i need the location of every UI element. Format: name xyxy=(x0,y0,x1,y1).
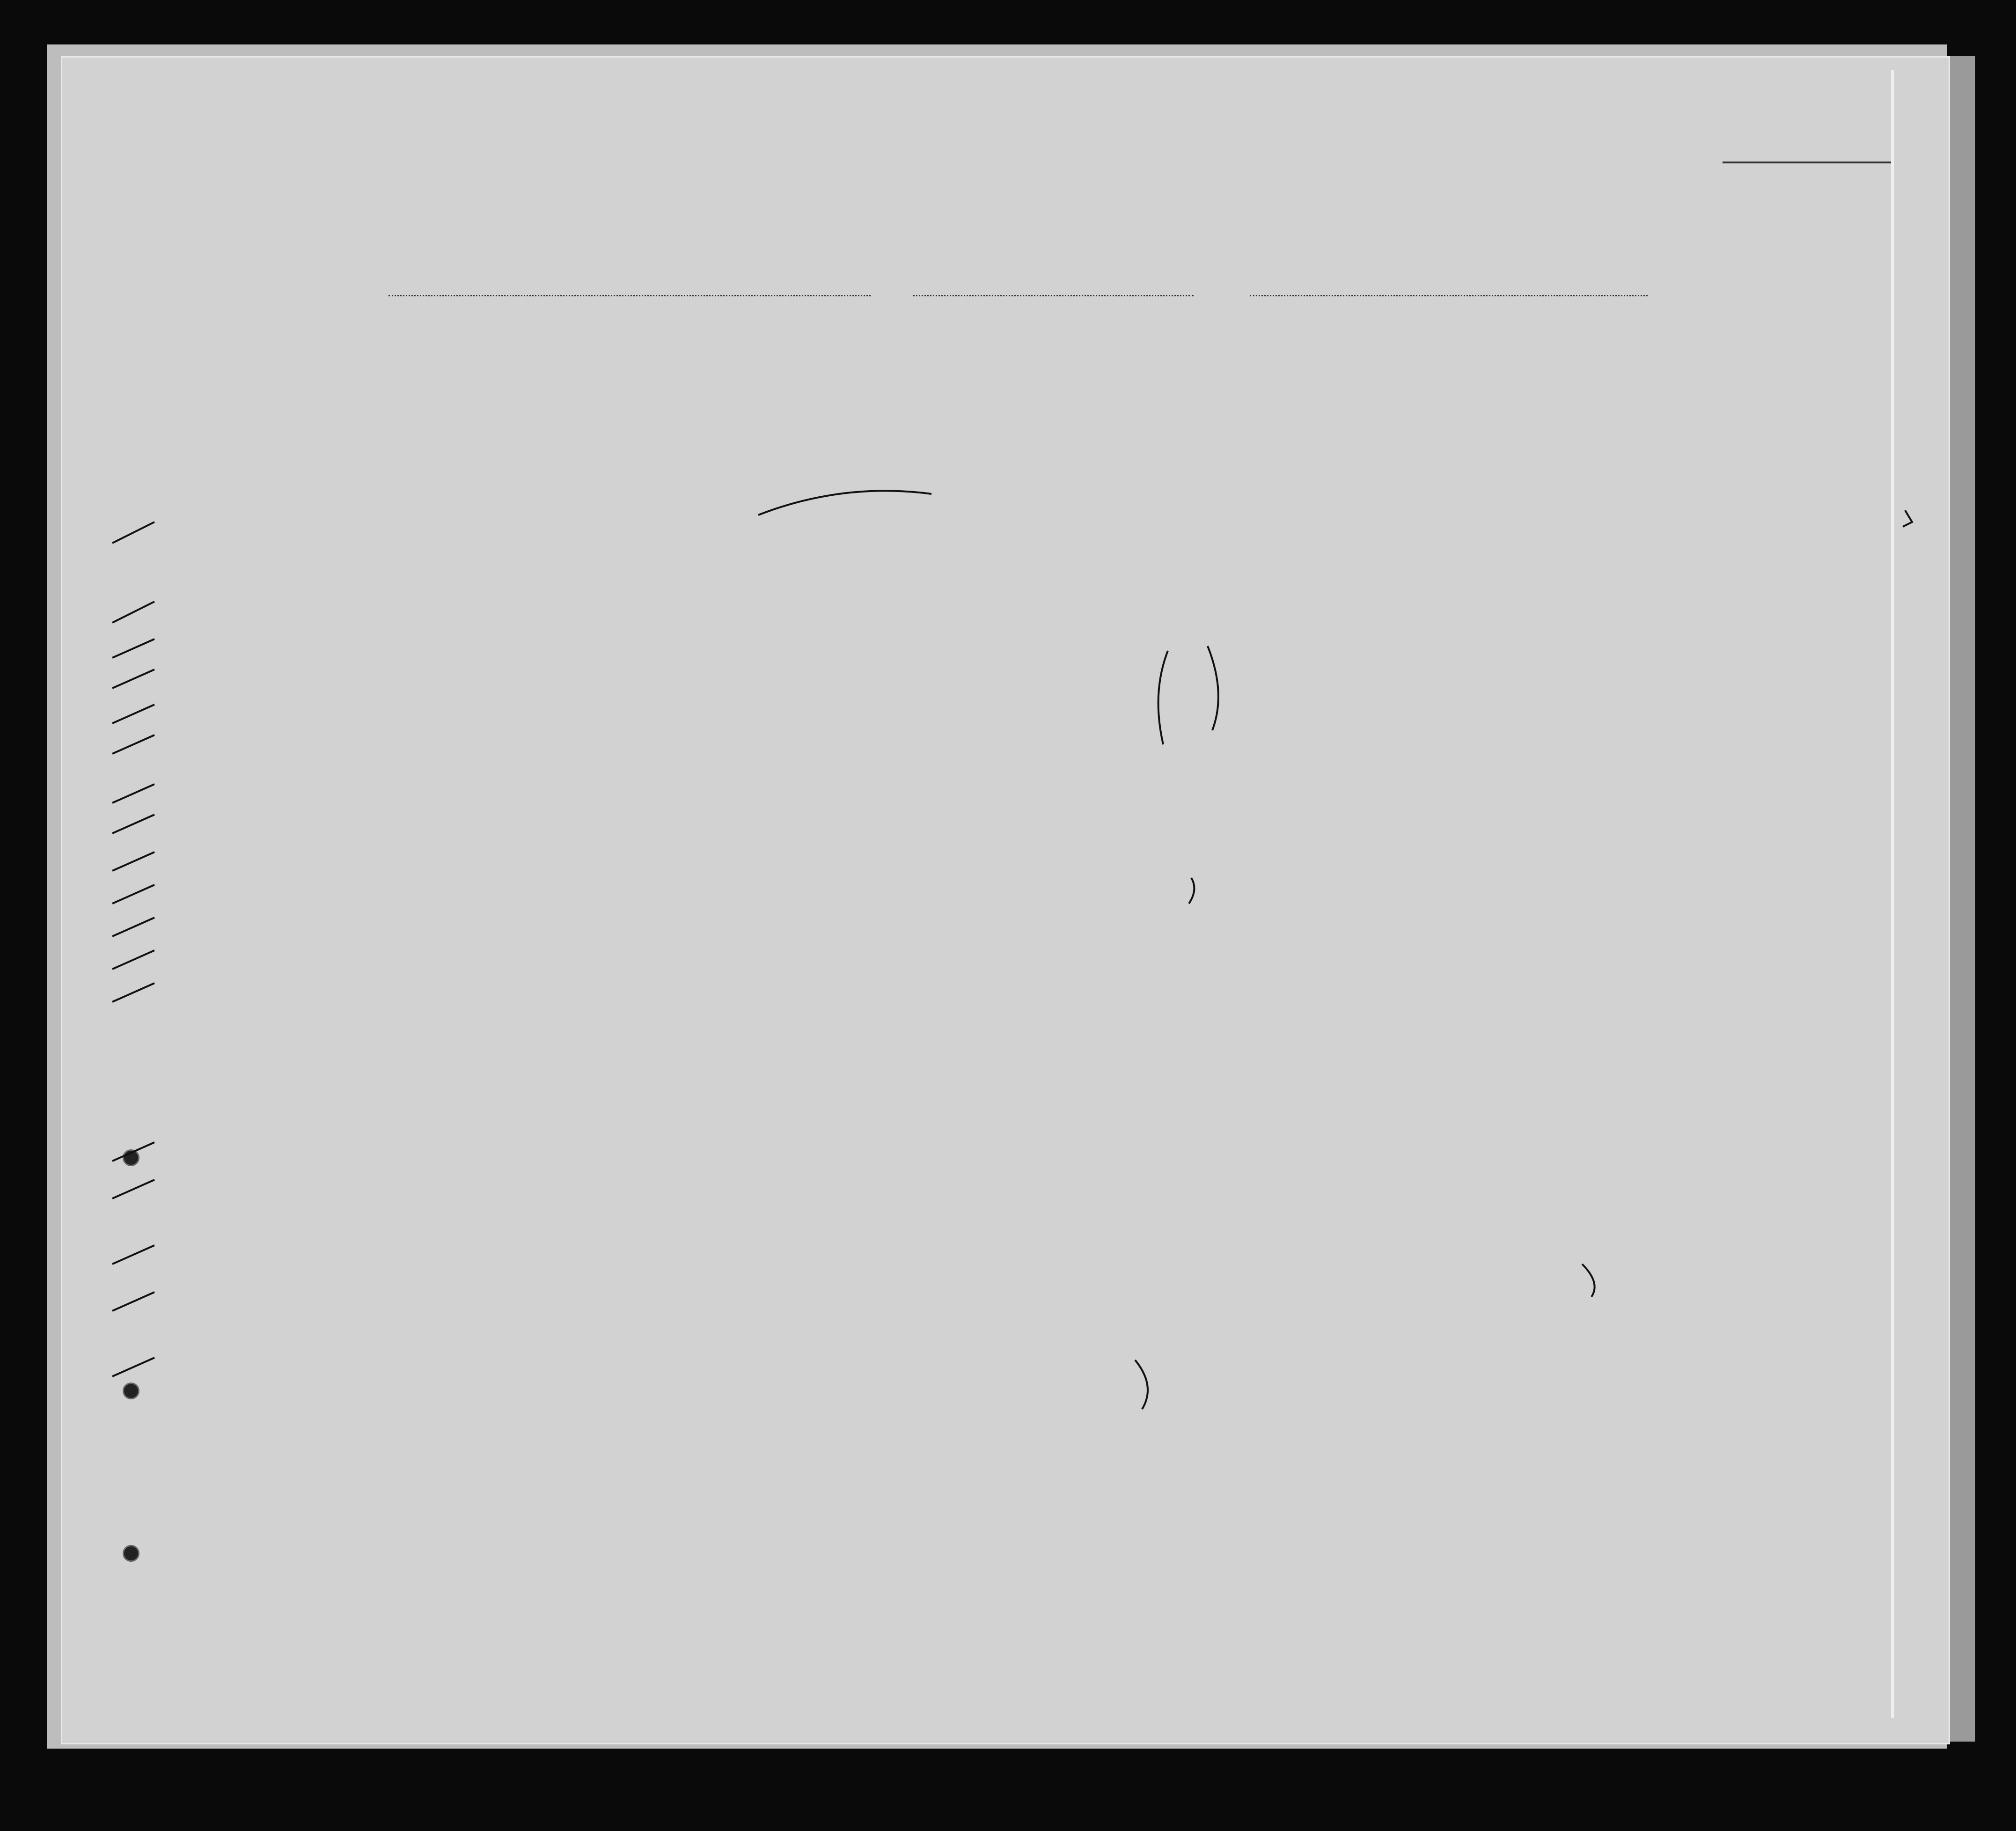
pen-stroke xyxy=(1208,646,1218,730)
tick-mark xyxy=(112,885,154,904)
tick-mark xyxy=(112,1292,154,1311)
tick-mark xyxy=(112,1245,154,1264)
tick-mark xyxy=(112,669,154,688)
pen-stroke xyxy=(758,491,931,515)
tick-mark xyxy=(112,522,154,543)
pen-stroke xyxy=(1158,651,1168,744)
margin-check xyxy=(1903,510,1912,527)
tick-mark xyxy=(112,735,154,754)
tick-mark xyxy=(112,918,154,936)
pen-stroke xyxy=(1582,1264,1595,1297)
tick-mark xyxy=(112,602,154,623)
tick-mark xyxy=(112,705,154,723)
tick-mark xyxy=(112,852,154,871)
tick-mark xyxy=(112,983,154,1002)
tick-mark xyxy=(112,784,154,803)
pen-stroke xyxy=(1189,878,1194,904)
tick-mark xyxy=(112,950,154,969)
pen-stroke xyxy=(1135,1360,1148,1409)
tick-mark xyxy=(112,1358,154,1376)
tick-mark xyxy=(112,815,154,833)
tick-mark xyxy=(112,639,154,658)
tick-mark xyxy=(112,1180,154,1199)
tick-mark xyxy=(112,1142,154,1161)
